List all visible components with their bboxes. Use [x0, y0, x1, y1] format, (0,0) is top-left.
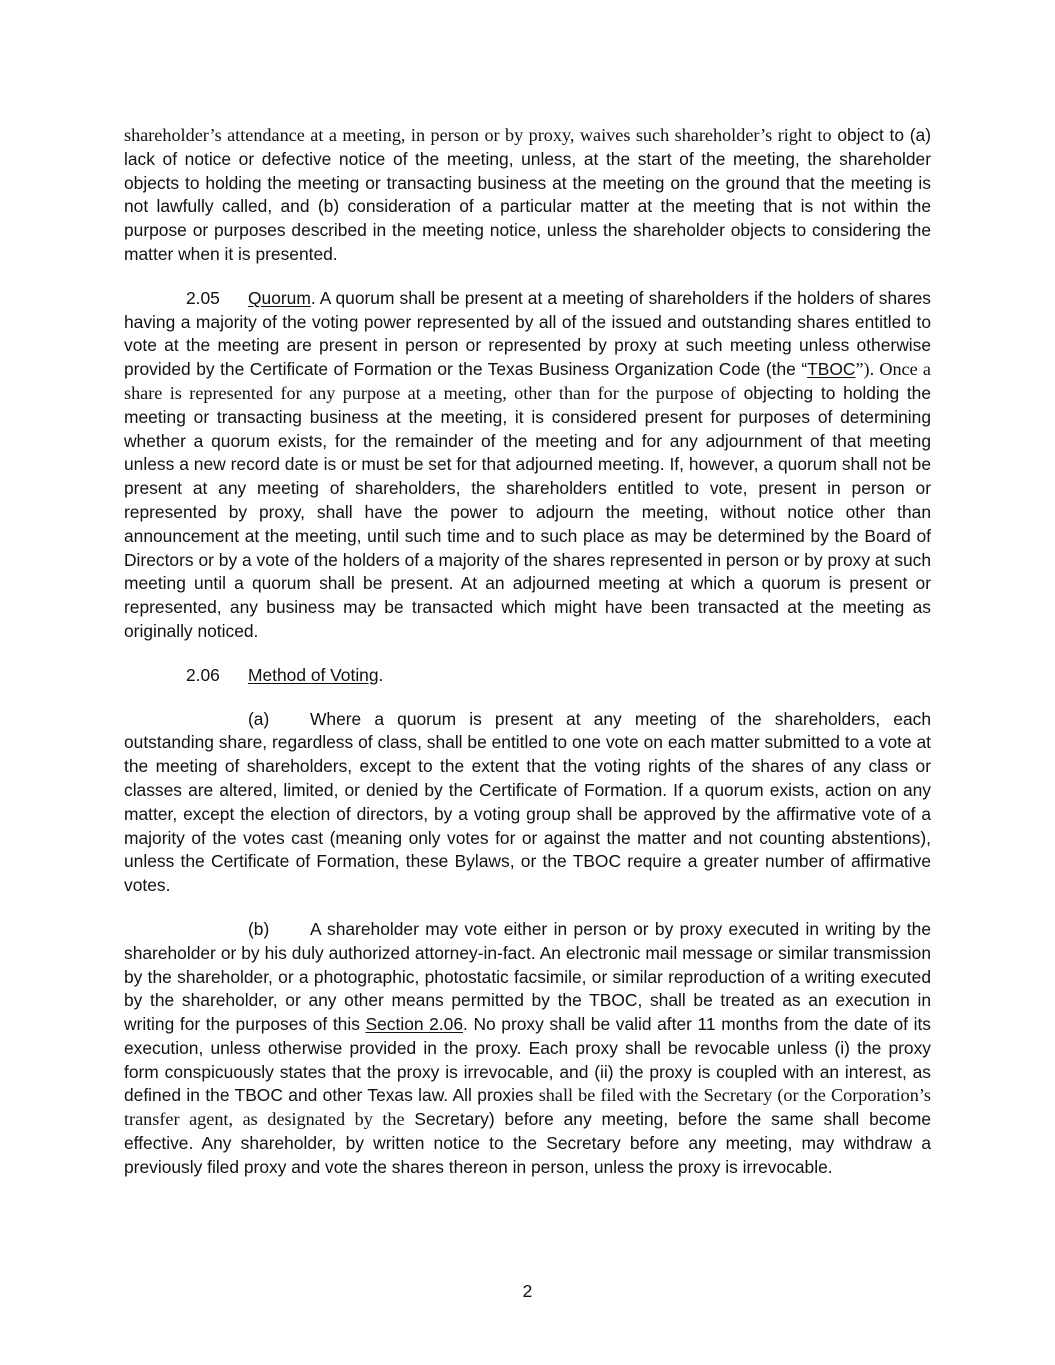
paragraph-serif-lead: shareholder’s attendance at a meeting, in person or by proxy, waives such shareholder’s right to	[124, 125, 832, 145]
defined-term-tboc: TBOC	[807, 359, 856, 380]
paragraph-shareholder-attendance	[124, 124, 931, 267]
section-heading: Method of Voting	[248, 664, 379, 685]
section-reference: Section 2.06	[365, 1014, 463, 1035]
section-serif-text: ”). Once a share is represented for any purpose at a meeting, other than for the purpose of	[124, 359, 931, 403]
section-text-part-2: objecting to holding the meeting or transacting business at the meeting, it is considered present for purposes of determining whether a quorum exists, for the remainder of the meeting and for any adjournment of that meeting unless a new record date is or must be set for that adjourned meeting. If, however, a quorum shall not be present at any meeting of shareholders, the shareholders entitled to vote, present in person or represented by proxy, shall have the power to adjourn the meeting, without notice other than announcement at the meeting, until such time and to such place as may be determined by the Board of Directors or by a vote of the holders of a majority of the shares represented in person or by proxy at such meeting until a quorum shall be present. At an adjourned meeting at which a quorum is present or represented, any business may be transacted which might have been transacted at the meeting as originally noticed.	[124, 382, 931, 641]
document-body	[124, 124, 931, 1200]
paragraph-text: object to (a) lack of notice or defective notice of the meeting, unless, at the start of the meeting, the shareholder objects to holding the meeting or transacting business at the meeting on the ground that the meeting is not lawfully called, and (b) consideration of a particular matter at the meeting that is not within the purpose or purposes described in the meeting notice, unless the shareholder objects to considering the matter when it is presented.	[124, 125, 931, 264]
subsection-text-part-2: . No proxy shall be valid after 11 months from the date of its execution, unless otherwise provided in the proxy. Each proxy shall be revocable unless (i) the proxy form conspicuously states that the proxy is irrevocable, and (ii) the proxy is coupled with an interest, as defined in the TBOC and other Texas law. All proxies	[124, 1014, 931, 1106]
section-number: 2.05	[186, 287, 220, 308]
page-number: 2	[522, 1281, 533, 1301]
subsection-label: (b)	[248, 918, 270, 939]
section-2-06-heading	[124, 664, 931, 688]
subsection-2-06-a	[124, 708, 931, 898]
subsection-label: (a)	[248, 708, 270, 729]
heading-punctuation: .	[378, 664, 384, 685]
section-number: 2.06	[186, 664, 220, 685]
subsection-serif-text: shall be filed with the Secretary (or the Corporation’s transfer agent, as designated by the	[124, 1085, 931, 1130]
subsection-text-part-3: Secretary) before any meeting, before the same shall become effective. Any shareholder, by written notice to the Secretary before any meeting, may withdraw a previously filed proxy and vote the shares thereon in person, unless the proxy is irrevocable.	[124, 1109, 931, 1177]
section-heading: Quorum	[248, 287, 311, 308]
subsection-2-06-b	[124, 918, 931, 1180]
section-2-05-quorum	[124, 287, 931, 644]
section-text-part-1: A quorum shall be present at a meeting of shareholders if the holders of shares having a majority of the voting power represented by all of the issued and outstanding shares entitled to vote at the meeting are present in person or represented by proxy at such meeting unless otherwise provided by the Certificate of Formation or the Texas Business Organization Code (the “	[124, 287, 932, 380]
subsection-text-part-1: A shareholder may vote either in person or by proxy executed in writing by the shareholder or by his duly authorized attorney-in-fact. An electronic mail message or similar transmission by the shareholder, or a photographic, photostatic facsimile, or similar reproduction of a writing executed by the shareholder, or any other means permitted by the TBOC, shall be treated as an execution in writing for the purposes of this	[124, 918, 931, 1035]
heading-punctuation: .	[310, 287, 316, 308]
subsection-text: Where a quorum is present at any meeting of the shareholders, each outstanding share, regardless of class, shall be entitled to one vote on each matter submitted to a vote at the meeting of shareholders, except to the extent that the voting rights of the shares of any class or classes are altered, limited, or denied by the Certificate of Formation. If a quorum exists, action on any matter, except the election of directors, by a voting group shall be approved by the affirmative vote of a majority of the votes cast (meaning only votes for or against the matter and not counting abstentions), unless the Certificate of Formation, these Bylaws, or the TBOC require a greater number of affirmative votes.	[124, 708, 931, 896]
